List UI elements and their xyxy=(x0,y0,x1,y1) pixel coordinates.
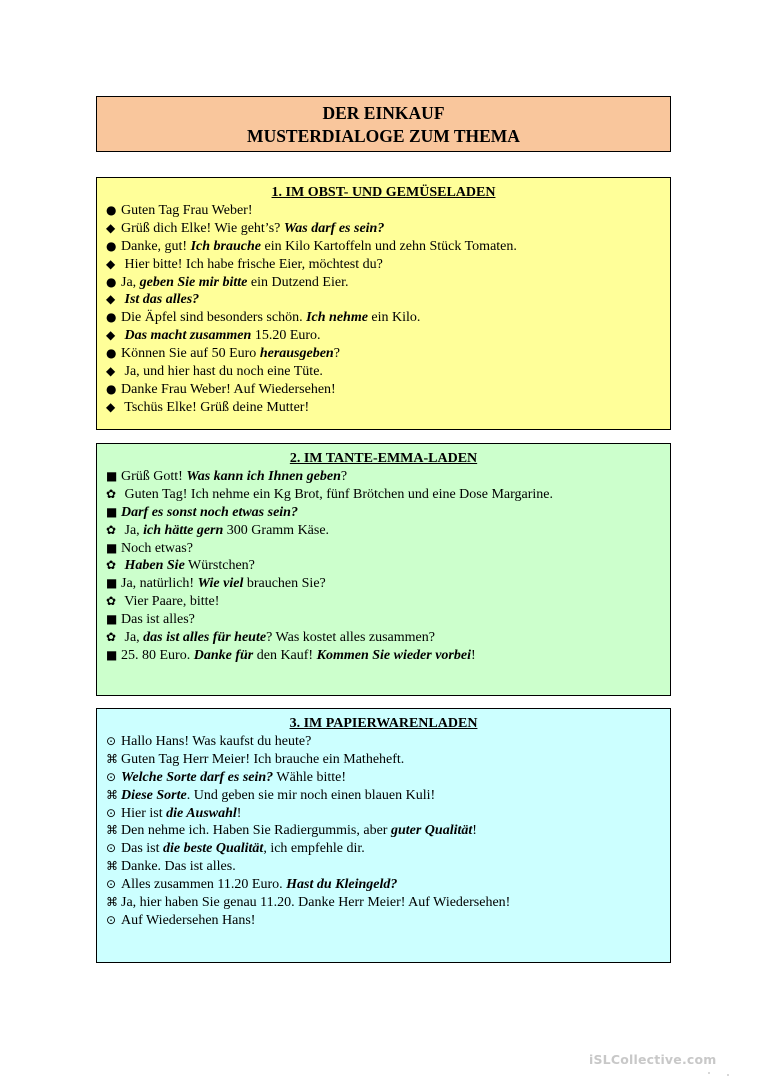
dialogue-text xyxy=(121,363,323,381)
black-diamond-icon: ◆ xyxy=(106,328,116,343)
dialogue-text xyxy=(121,327,321,345)
text-segment: den Kauf! xyxy=(253,647,317,663)
key-phrase: herausgeben xyxy=(259,346,334,362)
dialogue-text xyxy=(121,291,199,309)
text-segment: Wähle bitte! xyxy=(273,769,347,785)
dialogue-text xyxy=(121,557,255,575)
key-phrase: Das macht zusammen xyxy=(124,328,252,344)
text-segment: ! xyxy=(236,805,242,821)
command-key-icon: ⌘ xyxy=(106,859,118,874)
text-segment: Hallo Hans! Was kaufst du heute? xyxy=(121,733,312,749)
dialogue-line xyxy=(106,291,670,309)
key-phrase: Diese Sorte xyxy=(121,787,187,803)
title-line-1: DER EINKAUF xyxy=(322,103,445,123)
black-square-icon: ■ xyxy=(106,468,118,483)
circled-dot-icon: ⊙ xyxy=(106,877,117,892)
command-key-icon: ⌘ xyxy=(106,823,118,838)
key-phrase: Kommen Sie wieder vorbei xyxy=(316,647,471,663)
dialogue-line xyxy=(106,345,670,363)
key-phrase: guter Qualität xyxy=(390,823,473,839)
text-segment: Alles zusammen 11.20 Euro. xyxy=(121,877,287,893)
text-segment: 300 Gramm Käse. xyxy=(223,522,330,538)
text-segment: Ja, und hier hast du noch eine Tüte. xyxy=(121,364,323,380)
key-phrase: ich hätte gern xyxy=(143,522,224,538)
text-segment: 25. 80 Euro. xyxy=(121,647,194,663)
key-phrase: geben Sie mir bitte xyxy=(139,274,248,290)
key-phrase: Welche Sorte darf es sein? xyxy=(121,769,274,785)
circled-dot-icon: ⊙ xyxy=(106,912,117,927)
black-circle-icon: ● xyxy=(106,346,117,361)
circled-dot-icon: ⊙ xyxy=(106,841,117,856)
text-segment: ! xyxy=(471,647,476,663)
dialogue-line xyxy=(106,575,670,593)
black-circle-icon: ● xyxy=(106,238,117,253)
dialogue-lines xyxy=(106,468,670,665)
decorative-dot xyxy=(708,1072,710,1074)
dialogue-text xyxy=(121,274,348,292)
dialogue-line xyxy=(106,399,670,417)
dialogue-line xyxy=(106,822,670,840)
black-diamond-icon: ◆ xyxy=(106,256,116,271)
text-segment: Die Äpfel sind besonders schön. xyxy=(121,310,307,326)
text-segment: Ja, xyxy=(121,274,140,290)
dialogue-line xyxy=(106,647,670,665)
key-phrase: Haben Sie xyxy=(124,558,185,574)
dialogue-text xyxy=(121,238,517,256)
dialogue-text xyxy=(121,540,193,558)
key-phrase: Danke für xyxy=(193,647,254,663)
dialogue-line xyxy=(106,629,670,647)
watermark: iSLCollective.com xyxy=(589,1052,717,1067)
dialogue-line xyxy=(106,840,670,858)
dialogue-line xyxy=(106,309,670,327)
title-box xyxy=(96,96,671,152)
dialogue-text xyxy=(121,256,383,274)
dialogue-text xyxy=(121,486,553,504)
key-phrase: Darf es sonst noch etwas sein? xyxy=(121,504,298,520)
black-diamond-icon: ◆ xyxy=(106,292,116,307)
dialogue-text xyxy=(121,611,195,629)
dialogue-line xyxy=(106,805,670,823)
dialogue-text xyxy=(121,629,435,647)
black-circle-icon: ● xyxy=(106,381,117,396)
text-segment: Können Sie auf 50 Euro xyxy=(121,346,260,362)
dialogue-line xyxy=(106,858,670,876)
dialogue-text xyxy=(121,309,420,327)
key-phrase: Was darf es sein? xyxy=(283,220,385,236)
key-phrase: die Auswahl xyxy=(166,805,237,821)
dialogue-text xyxy=(121,805,241,823)
dialogue-line xyxy=(106,468,670,486)
text-segment: , ich empfehle dir. xyxy=(263,841,365,857)
text-segment: Hier ist xyxy=(121,805,167,821)
flower-icon: ✿ xyxy=(106,522,117,537)
dialogue-box-papierwarenladen xyxy=(96,708,671,963)
text-segment: Vier Paare, bitte! xyxy=(121,594,220,610)
dialogue-text xyxy=(121,345,340,363)
text-segment: Den nehme ich. Haben Sie Radiergummis, aber xyxy=(121,823,391,839)
dialogue-text xyxy=(121,504,298,522)
flower-icon: ✿ xyxy=(106,630,117,645)
black-diamond-icon: ◆ xyxy=(106,220,116,235)
key-phrase: Hast du Kleingeld? xyxy=(286,877,398,893)
black-square-icon: ■ xyxy=(106,540,118,555)
text-segment: Danke. Das ist alles. xyxy=(121,859,236,875)
circled-dot-icon: ⊙ xyxy=(106,805,117,820)
text-segment: Grüß dich Elke! Wie geht’s? xyxy=(121,220,284,236)
dialogue-line xyxy=(106,912,670,930)
dialogue-line xyxy=(106,274,670,292)
text-segment: Das ist alles? xyxy=(121,612,195,628)
dialogue-line xyxy=(106,894,670,912)
decorative-dot xyxy=(727,1074,729,1076)
text-segment: ein Kilo. xyxy=(367,310,421,326)
key-phrase: das ist alles für heute xyxy=(143,630,267,646)
key-phrase: Ich brauche xyxy=(190,238,261,254)
text-segment: ? Was kostet alles zusammen? xyxy=(266,630,435,646)
dialogue-line xyxy=(106,202,670,220)
dialogue-text xyxy=(121,769,346,787)
text-segment: Guten Tag Herr Meier! Ich brauche ein Matheheft. xyxy=(121,751,405,767)
text-segment: Danke, gut! xyxy=(121,238,191,254)
text-segment: Ja, xyxy=(121,522,144,538)
key-phrase: Ist das alles? xyxy=(124,292,200,308)
circled-dot-icon: ⊙ xyxy=(106,733,117,748)
black-square-icon: ■ xyxy=(106,576,118,591)
key-phrase: Was kann ich Ihnen geben xyxy=(186,468,341,484)
section-heading: 2. IM TANTE-EMMA-LADEN xyxy=(289,451,478,466)
text-segment: Guten Tag Frau Weber! xyxy=(121,202,253,218)
text-segment: Guten Tag! Ich nehme ein Kg Brot, fünf Brötchen und eine Dose Margarine. xyxy=(121,486,553,502)
dialogue-line xyxy=(106,327,670,345)
dialogue-line xyxy=(106,751,670,769)
flower-icon: ✿ xyxy=(106,486,117,501)
dialogue-line xyxy=(106,769,670,787)
black-square-icon: ■ xyxy=(106,612,118,627)
command-key-icon: ⌘ xyxy=(106,751,118,766)
dialogue-lines xyxy=(106,733,670,930)
dialogue-text xyxy=(121,840,365,858)
text-segment: Das ist xyxy=(121,841,163,857)
text-segment: Grüß Gott! xyxy=(121,468,187,484)
key-phrase: die beste Qualität xyxy=(163,841,264,857)
text-segment: brauchen Sie? xyxy=(243,576,326,592)
dialogue-box-obst-gemueseladen xyxy=(96,177,671,430)
dialogue-text xyxy=(121,593,219,611)
dialogue-text xyxy=(121,522,329,540)
text-segment: Ja, natürlich! xyxy=(121,576,198,592)
dialogue-text xyxy=(121,381,336,399)
black-square-icon: ■ xyxy=(106,504,118,519)
dialogue-text xyxy=(121,876,397,894)
dialogue-line xyxy=(106,381,670,399)
text-segment: ? xyxy=(340,468,348,484)
dialogue-text xyxy=(121,751,404,769)
key-phrase: Wie viel xyxy=(197,576,244,592)
section-heading: 3. IM PAPIERWARENLADEN xyxy=(289,716,478,731)
text-segment: 15.20 Euro. xyxy=(251,328,321,344)
dialogue-text xyxy=(121,468,347,486)
section-heading: 1. IM OBST- UND GEMÜSELADEN xyxy=(271,185,496,200)
command-key-icon: ⌘ xyxy=(106,787,118,802)
black-square-icon: ■ xyxy=(106,647,118,662)
flower-icon: ✿ xyxy=(106,558,117,573)
black-circle-icon: ● xyxy=(106,274,117,289)
text-segment: Auf Wiedersehen Hans! xyxy=(121,912,256,928)
dialogue-line xyxy=(106,787,670,805)
dialogue-text xyxy=(121,647,476,665)
black-circle-icon: ● xyxy=(106,202,117,217)
text-segment: ein Dutzend Eier. xyxy=(247,274,349,290)
dialogue-text xyxy=(121,202,253,220)
dialogue-text xyxy=(121,894,510,912)
text-segment: Danke Frau Weber! Auf Wiedersehen! xyxy=(121,381,336,397)
dialogue-text xyxy=(121,220,384,238)
text-segment: Ja, xyxy=(121,630,144,646)
text-segment: Hier bitte! Ich habe frische Eier, möchtest du? xyxy=(121,256,383,272)
text-segment: Ja, hier haben Sie genau 11.20. Danke Herr Meier! Auf Wiedersehen! xyxy=(121,895,511,911)
black-diamond-icon: ◆ xyxy=(106,364,116,379)
text-segment: Tschüs Elke! Grüß deine Mutter! xyxy=(121,399,310,415)
command-key-icon: ⌘ xyxy=(106,895,118,910)
dialogue-text xyxy=(121,575,326,593)
dialogue-text xyxy=(121,912,255,930)
text-segment: ein Kilo Kartoffeln und zehn Stück Tomaten. xyxy=(261,238,517,254)
key-phrase: Ich nehme xyxy=(306,310,368,326)
black-diamond-icon: ◆ xyxy=(106,399,116,414)
dialogue-line xyxy=(106,504,670,522)
text-segment: Würstchen? xyxy=(184,558,255,574)
black-circle-icon: ● xyxy=(106,310,117,325)
dialogue-text xyxy=(121,733,311,751)
flower-icon: ✿ xyxy=(106,594,117,609)
dialogue-line xyxy=(106,733,670,751)
dialogue-line xyxy=(106,593,670,611)
dialogue-text xyxy=(121,787,435,805)
dialogue-text xyxy=(121,858,236,876)
text-segment: . Und geben sie mir noch einen blauen Kuli! xyxy=(186,787,436,803)
dialogue-box-tante-emma-laden xyxy=(96,443,671,696)
text-segment: ! xyxy=(472,823,477,839)
dialogue-line xyxy=(106,876,670,894)
dialogue-line xyxy=(106,256,670,274)
dialogue-line xyxy=(106,522,670,540)
dialogue-text xyxy=(121,822,477,840)
dialogue-line xyxy=(106,611,670,629)
title-line-2: MUSTERDIALOGE ZUM THEMA xyxy=(247,126,520,146)
dialogue-line xyxy=(106,486,670,504)
dialogue-line xyxy=(106,220,670,238)
dialogue-line xyxy=(106,540,670,558)
dialogue-text xyxy=(121,399,309,417)
dialogue-line xyxy=(106,557,670,575)
dialogue-line xyxy=(106,363,670,381)
circled-dot-icon: ⊙ xyxy=(106,769,117,784)
dialogue-line xyxy=(106,238,670,256)
text-segment: ? xyxy=(333,346,340,362)
dialogue-lines xyxy=(106,202,670,417)
text-segment: Noch etwas? xyxy=(121,540,193,556)
